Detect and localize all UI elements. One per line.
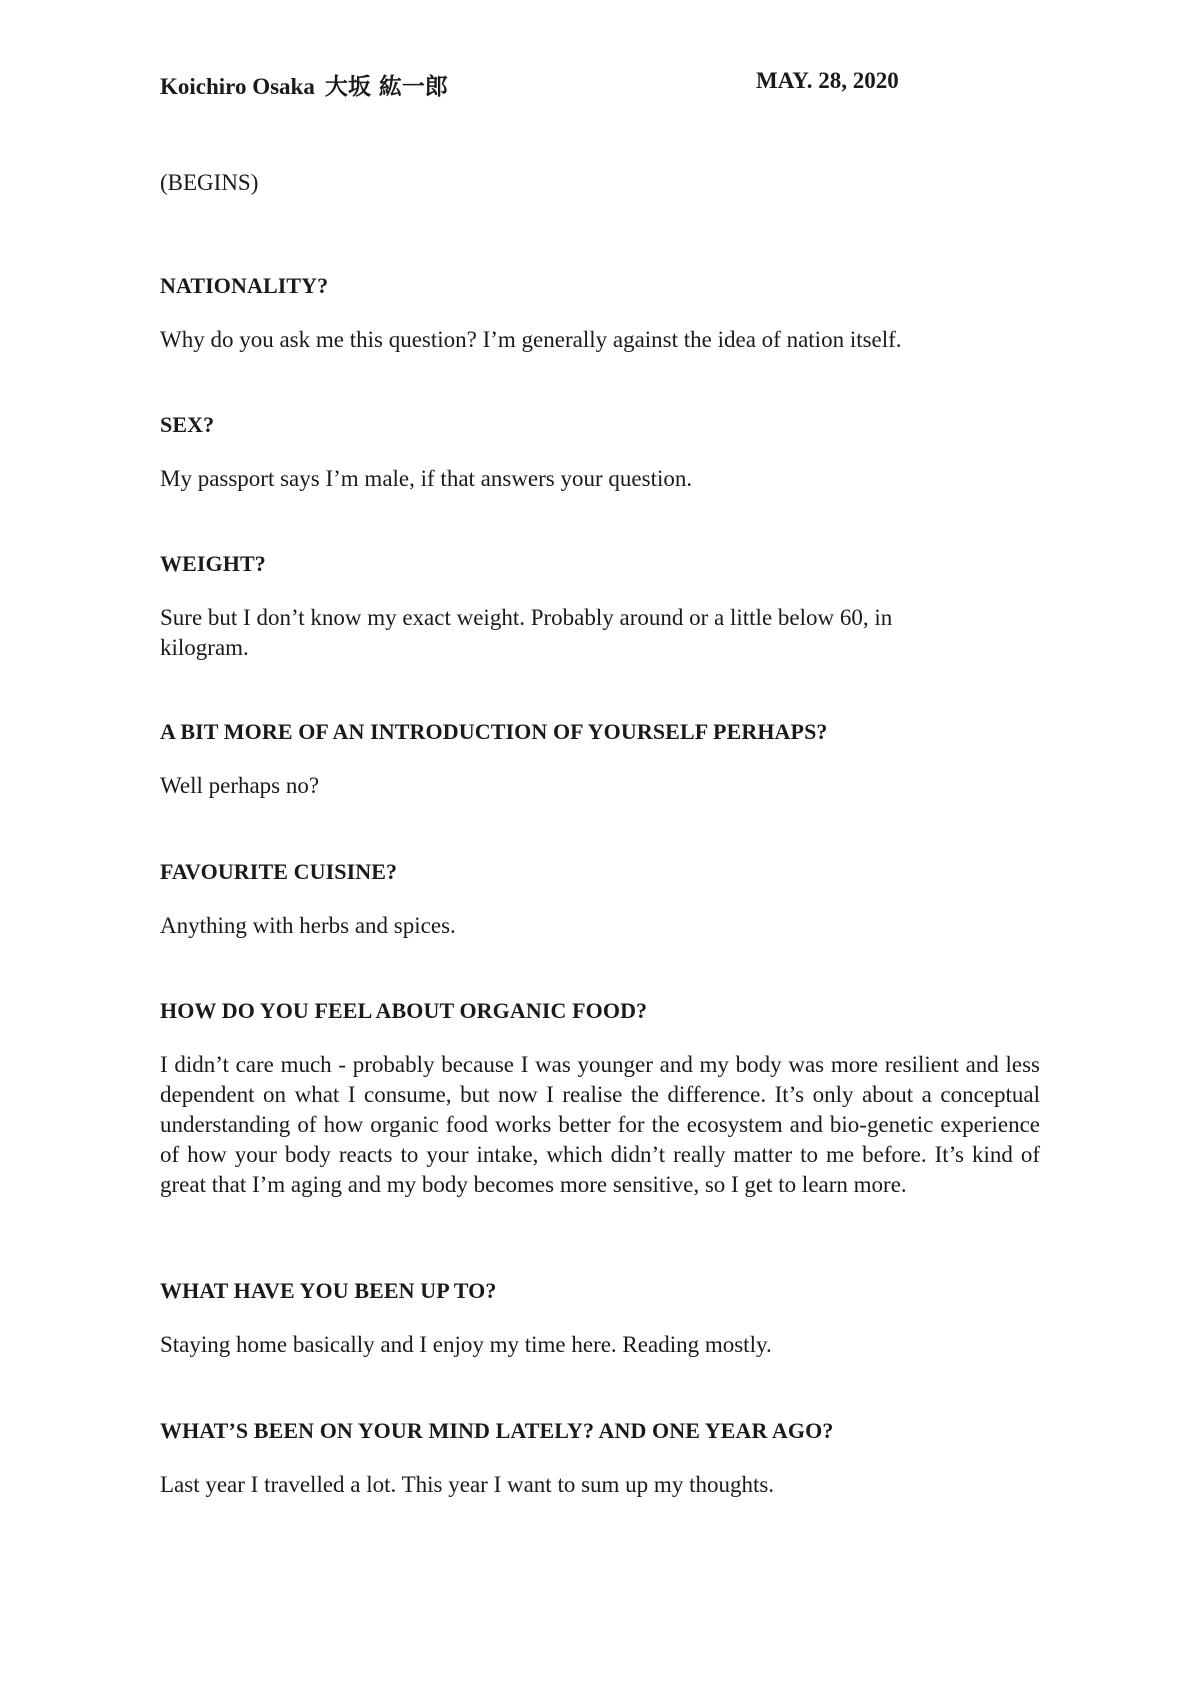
qa-nationality bbox=[160, 273, 1040, 352]
answer: Staying home basically and I enjoy my time here. Reading mostly. bbox=[160, 1332, 772, 1357]
qa-weight bbox=[160, 551, 1040, 660]
question: WEIGHT? bbox=[160, 551, 266, 576]
begins-marker: (BEGINS) bbox=[160, 170, 259, 195]
author-name bbox=[160, 68, 448, 101]
question: WHAT HAVE YOU BEEN UP TO? bbox=[160, 1278, 497, 1303]
answer: I didn’t care much - probably because I was younger and my body was more resilient and less dependent on what I consume, but now I realise the difference. It’s only about a conceptual understanding of how organic food works better for the ecosystem and bio-genetic experience of how your body reacts to your intake, which didn’t really matter to me before. It’s kind of great that I’m aging and my body becomes more sensitive, so I get to learn more. bbox=[160, 1052, 1040, 1197]
qa-on-your-mind bbox=[160, 1418, 1040, 1497]
qa-cuisine bbox=[160, 859, 1040, 938]
answer: My passport says I’m male, if that answers your question. bbox=[160, 466, 693, 491]
question: HOW DO YOU FEEL ABOUT ORGANIC FOOD? bbox=[160, 998, 648, 1023]
question: WHAT’S BEEN ON YOUR MIND LATELY? AND ONE YEAR AGO? bbox=[160, 1418, 834, 1443]
qa-introduction bbox=[160, 719, 1040, 798]
answer: Anything with herbs and spices. bbox=[160, 913, 456, 938]
page-header bbox=[160, 68, 1040, 100]
answer: Last year I travelled a lot. This year I want to sum up my thoughts. bbox=[160, 1472, 775, 1497]
qa-up-to bbox=[160, 1278, 1040, 1357]
qa-organic-food bbox=[160, 998, 1040, 1197]
answer: Why do you ask me this question? I’m generally against the idea of nation itself. bbox=[160, 327, 902, 352]
question: SEX? bbox=[160, 412, 215, 437]
answer: Well perhaps no? bbox=[160, 773, 320, 798]
question: A BIT MORE OF AN INTRODUCTION OF YOURSELF PERHAPS? bbox=[160, 719, 828, 744]
interview-date: MAY. 28, 2020 bbox=[756, 68, 899, 93]
qa-sex bbox=[160, 412, 1040, 491]
question: FAVOURITE CUISINE? bbox=[160, 859, 398, 884]
question: NATIONALITY? bbox=[160, 273, 329, 298]
author-kanji: 大坂 紘一郎 bbox=[324, 74, 448, 100]
author-latin: Koichiro Osaka bbox=[160, 74, 315, 99]
answer: Sure but I don’t know my exact weight. Probably around or a little below 60, in kilogram. bbox=[160, 605, 893, 660]
